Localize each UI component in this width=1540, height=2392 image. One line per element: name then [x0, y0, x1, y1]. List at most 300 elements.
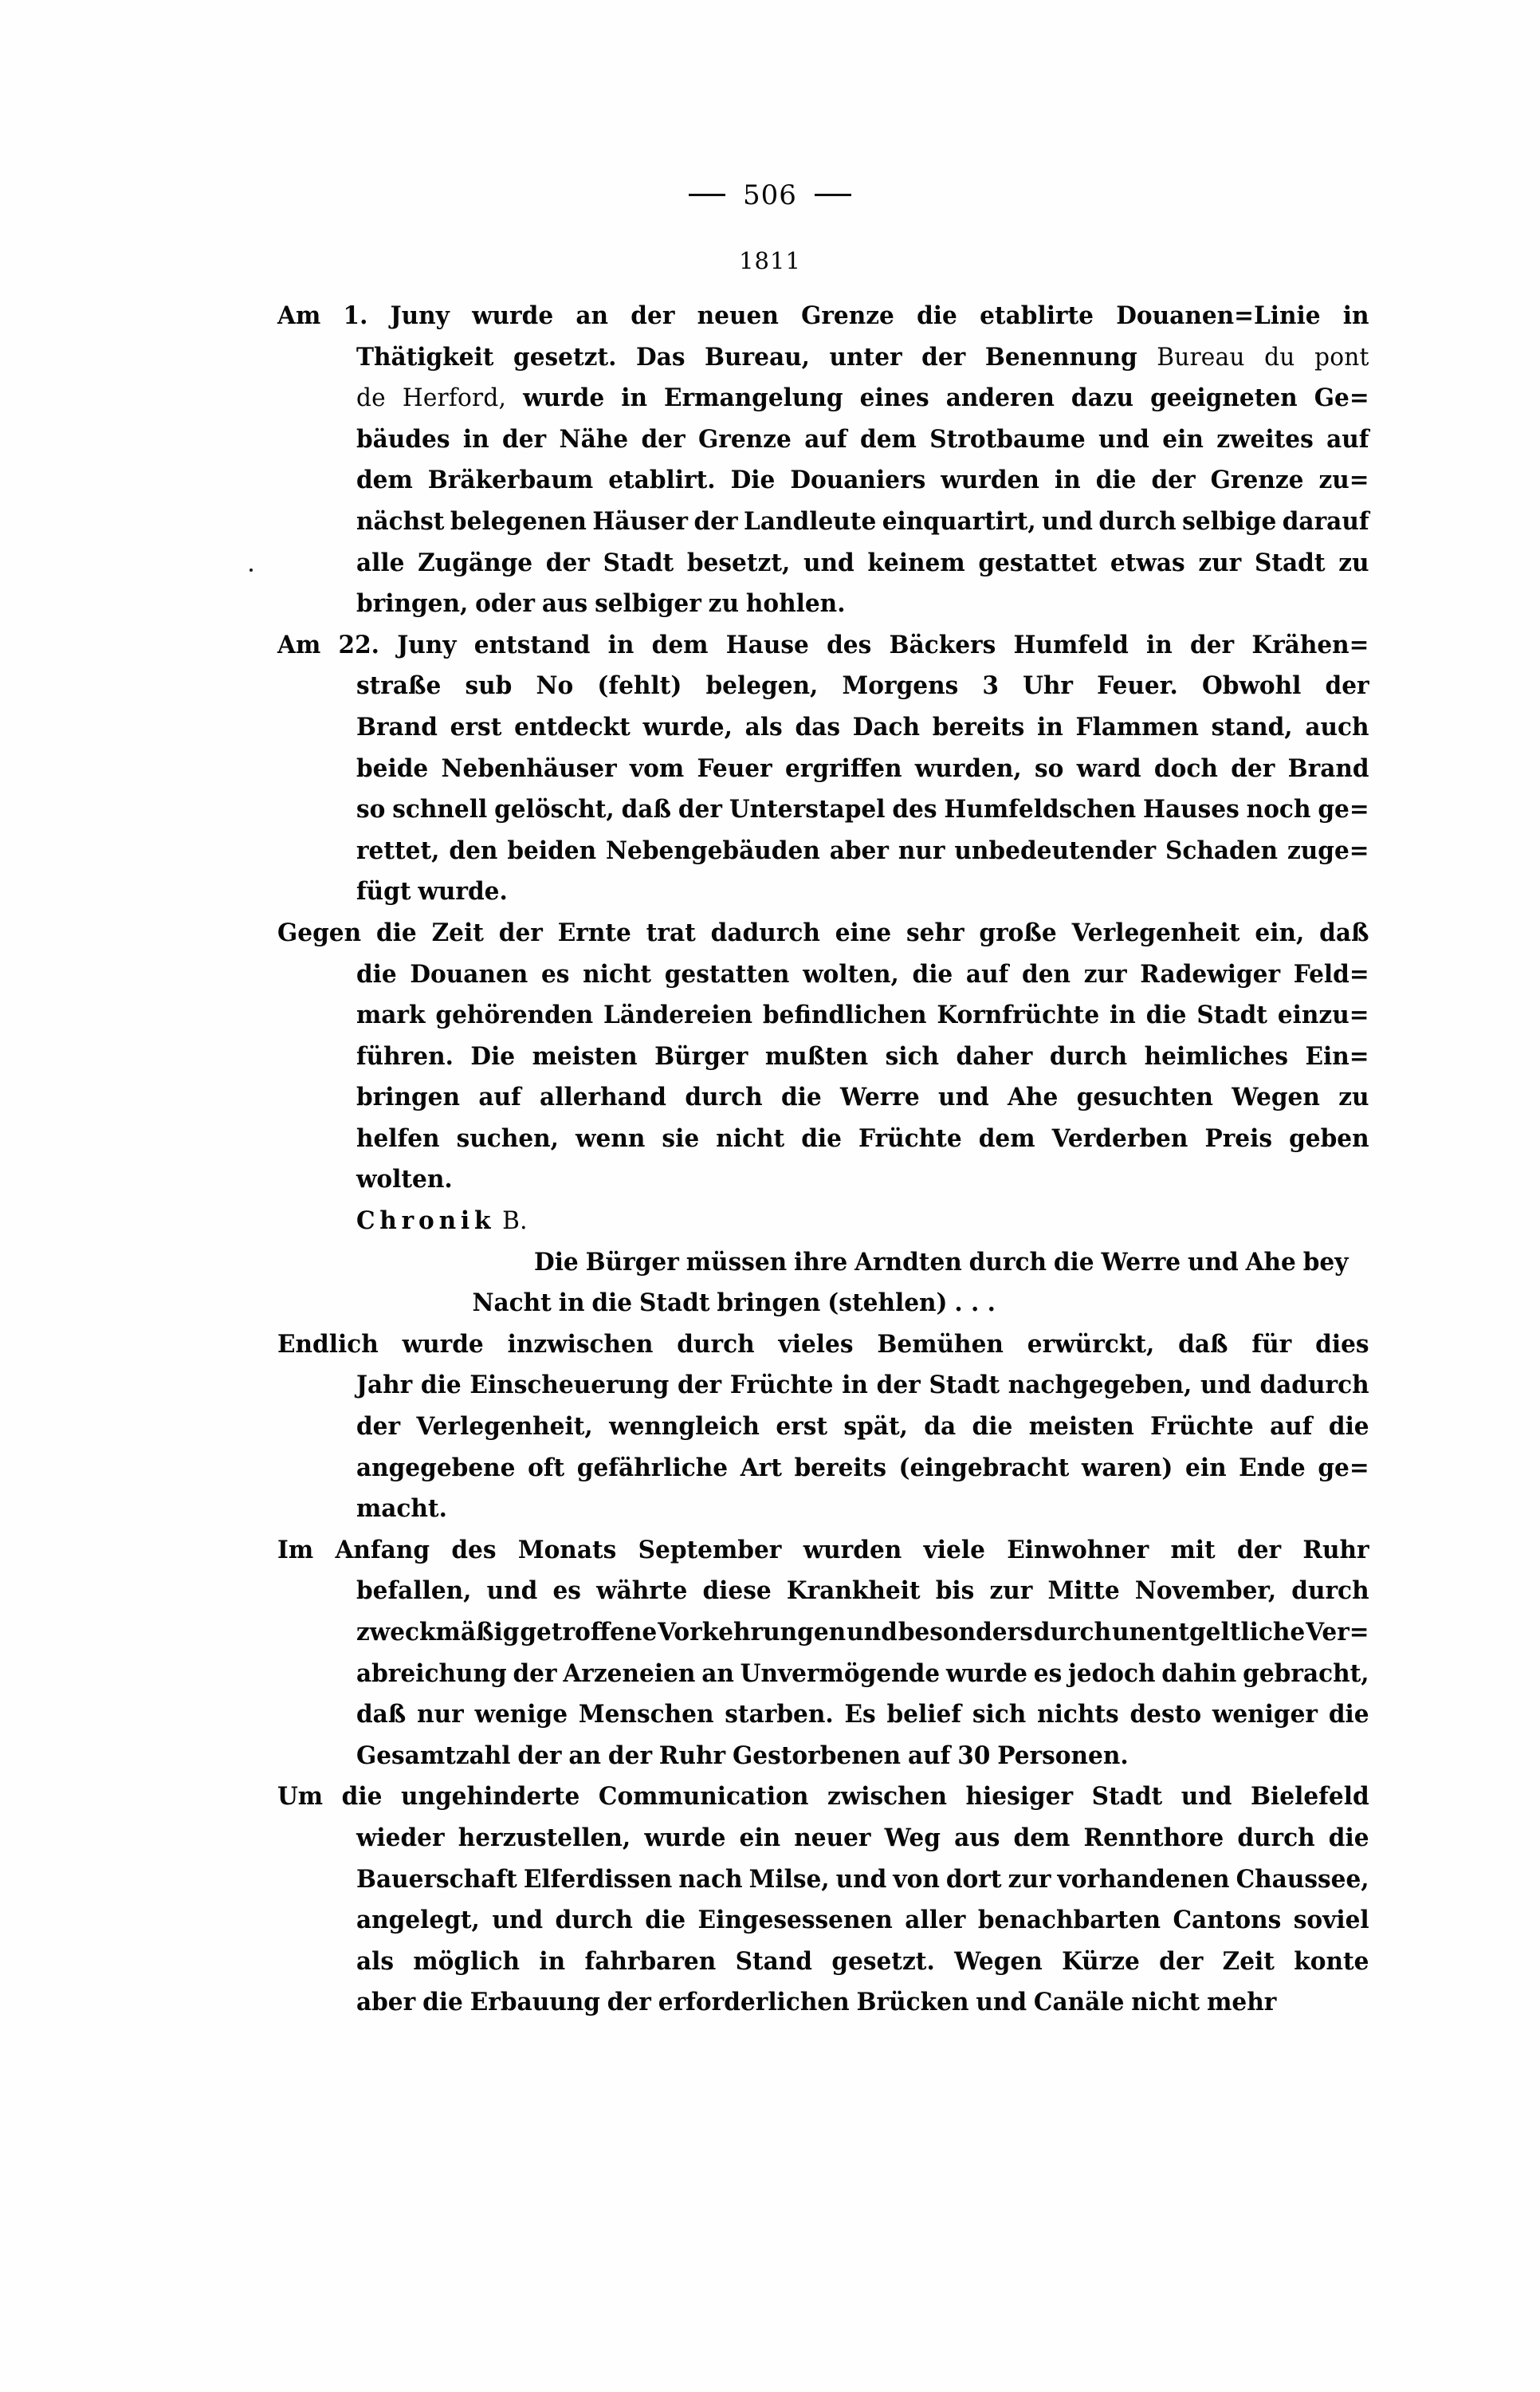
word: durch	[1237, 1823, 1315, 1852]
word: Brücken	[856, 1988, 969, 2017]
word: erst	[776, 1412, 828, 1442]
word: wenn	[576, 1123, 646, 1153]
word: Schaden	[1165, 836, 1279, 865]
text-line	[277, 1576, 1369, 1618]
word: Früchte	[1150, 1412, 1254, 1442]
word: heimliches	[1144, 1041, 1289, 1071]
word: die	[917, 301, 957, 330]
word: ward	[1076, 753, 1141, 783]
word: Bräkerbaum	[427, 466, 594, 495]
word: unbedeutender	[954, 836, 1157, 865]
word: Bemühen	[877, 1329, 1004, 1359]
word: angegebene	[356, 1453, 516, 1482]
word: der	[678, 1371, 722, 1400]
word: mark	[356, 1001, 426, 1030]
word: der	[678, 795, 722, 824]
word: mit	[1170, 1535, 1216, 1564]
word: auf	[1326, 424, 1369, 454]
text-line	[277, 466, 1369, 507]
word: möglich	[413, 1946, 521, 1976]
word: in	[607, 630, 634, 659]
word: und	[1200, 1371, 1251, 1400]
word: viele	[923, 1535, 985, 1564]
word: der	[921, 342, 966, 372]
word: Am	[277, 630, 321, 659]
word: Stadt	[603, 548, 674, 577]
word: Gegen	[277, 918, 362, 947]
text-line	[277, 1988, 1369, 2029]
word: Die	[534, 1247, 579, 1277]
word: zweckmäßig	[356, 1618, 520, 1646]
word: nur	[898, 836, 945, 865]
word: an	[701, 1658, 734, 1688]
page-number: 506	[743, 179, 797, 211]
word: Ahe	[1245, 1247, 1296, 1277]
word: vorhandenen	[1057, 1864, 1230, 1894]
word: die	[1328, 1412, 1369, 1442]
word: angelegt,	[356, 1906, 480, 1935]
word: durch	[1291, 1576, 1369, 1606]
word: daher	[956, 1041, 1033, 1071]
word: Mitte	[1047, 1576, 1120, 1606]
word: September	[638, 1535, 782, 1564]
word: Douaniers	[790, 466, 926, 495]
word: Ver=	[1306, 1618, 1369, 1646]
paragraph	[277, 919, 1403, 1206]
word: etablirt.	[608, 466, 716, 495]
word: 1.	[343, 301, 368, 330]
text-line	[277, 1288, 1369, 1330]
word: getroffene	[520, 1618, 658, 1646]
word: Douanen	[410, 959, 528, 989]
word: (fehlt)	[597, 671, 682, 701]
word: Landleute	[744, 506, 877, 536]
word: durch	[1098, 506, 1177, 536]
word: Es	[844, 1700, 876, 1729]
word: Menschen	[578, 1700, 714, 1729]
word: Canäle	[1033, 1988, 1125, 2017]
word: Jahr	[356, 1371, 413, 1400]
word: herzustellen,	[458, 1823, 631, 1852]
word: weniger	[1212, 1700, 1318, 1729]
word: stand,	[1211, 712, 1293, 742]
word: auch	[1305, 712, 1369, 742]
word: Juny	[390, 301, 450, 330]
word: dem	[356, 466, 413, 495]
word: waren)	[1081, 1453, 1173, 1482]
word: schnell	[392, 795, 488, 824]
word: Kornfrüchte	[937, 1001, 1100, 1030]
word: dem	[860, 424, 917, 454]
word: daß	[621, 795, 671, 824]
word: nicht	[716, 1123, 785, 1153]
word: bringen	[356, 1083, 460, 1112]
word: Stadt	[1254, 548, 1326, 577]
word: selbiger	[595, 589, 701, 619]
word: eines	[859, 384, 929, 413]
text-line	[277, 836, 1369, 878]
paragraph	[277, 1248, 1403, 1330]
word: Monats	[517, 1535, 617, 1564]
text-line	[277, 1124, 1369, 1166]
word: die	[1328, 1700, 1369, 1729]
word: der	[1159, 1946, 1204, 1976]
text-line	[277, 1782, 1369, 1824]
word: Gesamtzahl	[356, 1741, 511, 1770]
word: trat	[646, 918, 696, 947]
word: Das	[636, 342, 686, 372]
word: Gestorbenen	[732, 1741, 902, 1770]
word: sich	[972, 1700, 1027, 1729]
text-line	[277, 1700, 1369, 1741]
word: wolten,	[803, 959, 899, 989]
word: Zeit	[431, 918, 484, 947]
word: ein	[739, 1823, 781, 1852]
word: Die	[730, 466, 776, 495]
text-line	[277, 1001, 1369, 1042]
word: und	[1042, 506, 1093, 536]
word: geeigneten	[1150, 384, 1298, 413]
word: Ahe	[1008, 1083, 1059, 1112]
word: wurden,	[914, 753, 1022, 783]
word: dort	[945, 1864, 1002, 1894]
word: der	[502, 424, 547, 454]
word: zur	[989, 1576, 1033, 1606]
word: der	[1231, 753, 1275, 783]
word: Feuer.	[1097, 671, 1178, 701]
text-line	[277, 631, 1369, 672]
word: straße	[356, 671, 442, 701]
word: und	[492, 1906, 544, 1935]
word: in	[1110, 1001, 1136, 1030]
word: Radewiger	[1140, 959, 1281, 989]
word: und	[1098, 424, 1149, 454]
word: die	[645, 1906, 686, 1935]
word: Nacht	[472, 1288, 552, 1318]
word: oder	[475, 589, 535, 619]
word: der	[631, 301, 675, 330]
word: bereits	[794, 1453, 886, 1482]
word: Hause	[725, 630, 809, 659]
word: und	[976, 1988, 1027, 2017]
word: nur	[417, 1700, 464, 1729]
text-line	[277, 507, 1369, 549]
word: Chaussee,	[1236, 1864, 1369, 1894]
word: wenngleich	[609, 1412, 760, 1442]
word: Bäckers	[889, 630, 996, 659]
word: Unterstapel	[729, 795, 886, 824]
word: beide	[356, 753, 429, 783]
word: bringen	[717, 1288, 821, 1318]
word: Bureau,	[705, 342, 810, 372]
word: und	[1187, 1247, 1239, 1277]
paragraph	[277, 1782, 1403, 2029]
word: es	[552, 1576, 581, 1606]
word: zur	[1198, 548, 1242, 577]
word: wurde.	[418, 877, 508, 907]
word: Häuser	[592, 506, 689, 536]
word: nicht	[1131, 1988, 1200, 2017]
word: an	[576, 301, 609, 330]
word: Bielefeld	[1251, 1782, 1369, 1812]
word: für	[1251, 1329, 1292, 1359]
word: nicht	[583, 959, 652, 989]
word: Stadt	[638, 1288, 710, 1318]
word: nach	[678, 1864, 743, 1894]
word: die	[420, 1371, 462, 1400]
word: rettet,	[356, 836, 440, 865]
text-line	[277, 1824, 1369, 1865]
word: dahin	[1161, 1658, 1237, 1688]
word: . . .	[954, 1288, 996, 1318]
word: von	[893, 1864, 940, 1894]
word: so	[356, 795, 386, 824]
word: Zeit	[1222, 1946, 1275, 1976]
word: Endlich	[277, 1329, 379, 1359]
word: es	[540, 959, 570, 989]
text-line	[277, 1330, 1369, 1371]
word: durch	[555, 1906, 633, 1935]
text-line	[277, 960, 1369, 1001]
word: Communication	[598, 1782, 809, 1812]
word: ein	[1185, 1453, 1227, 1482]
word: Preis	[1204, 1123, 1273, 1153]
word: Eingesessenen	[697, 1906, 893, 1935]
word: in	[462, 424, 489, 454]
word: (stehlen)	[827, 1288, 948, 1318]
word: Grenze	[1210, 466, 1304, 495]
text-line	[277, 1248, 1369, 1289]
word: Die	[470, 1041, 516, 1071]
word: vieles	[778, 1329, 854, 1359]
word: der	[513, 1658, 557, 1688]
word: spät,	[843, 1412, 908, 1442]
word: die	[801, 1123, 842, 1153]
word: Douanen=Linie	[1116, 301, 1321, 330]
word: und	[486, 1576, 538, 1606]
word: und	[938, 1083, 989, 1112]
word: Verlegenheit	[1071, 918, 1240, 947]
word: wurden	[803, 1535, 902, 1564]
word: etwas	[1110, 548, 1185, 577]
word: ge=	[1318, 795, 1369, 824]
word: die	[375, 918, 417, 947]
word: Am	[277, 301, 321, 330]
word: desto	[1129, 1700, 1202, 1729]
word: eine	[835, 918, 892, 947]
word: helfen	[356, 1123, 440, 1153]
text-line	[277, 589, 1369, 631]
word: Feuer	[697, 753, 772, 783]
word: müssen	[686, 1247, 788, 1277]
word: Verderben	[1051, 1123, 1188, 1153]
word: gestattet	[978, 548, 1098, 577]
word: Stand	[735, 1946, 812, 1976]
word: Dach	[852, 712, 921, 742]
word: Einwohner	[1007, 1535, 1149, 1564]
word: die	[356, 959, 397, 989]
word: pont	[1314, 343, 1369, 372]
word: der	[356, 1412, 401, 1442]
word: Ende	[1239, 1453, 1306, 1482]
word: Unvermögende	[740, 1658, 941, 1688]
word: 30	[957, 1741, 991, 1770]
word: wenige	[474, 1700, 568, 1729]
word: wurde	[402, 1329, 484, 1359]
word: etablirte	[980, 301, 1094, 330]
word: einquartirt,	[882, 506, 1036, 536]
word: 22.	[338, 630, 379, 659]
word: mußten	[764, 1041, 869, 1071]
word: belief	[886, 1700, 962, 1729]
word: zur	[1008, 1864, 1051, 1894]
word: sich	[885, 1041, 940, 1071]
word: wolten.	[356, 1165, 453, 1194]
word: belegen,	[705, 671, 819, 701]
word: wurde	[472, 301, 554, 330]
word: aus	[954, 1823, 1000, 1852]
word: Feld=	[1293, 959, 1369, 989]
word: selbige	[1182, 506, 1277, 536]
word: konte	[1294, 1946, 1369, 1976]
text-line	[277, 343, 1369, 384]
word: Früchte	[729, 1371, 834, 1400]
word: aber	[356, 1988, 416, 2017]
body-text	[277, 301, 1403, 2029]
text-line	[277, 754, 1369, 796]
word: in	[1146, 630, 1173, 659]
word: die	[422, 1988, 463, 2017]
word: Chronik	[356, 1206, 496, 1236]
word: diese	[702, 1576, 772, 1606]
paragraph	[277, 1536, 1403, 1783]
word: ein,	[1255, 918, 1305, 947]
word: erst	[450, 712, 502, 742]
word: die	[1053, 1247, 1094, 1277]
word: des	[827, 630, 872, 659]
word: Bureau	[1157, 343, 1245, 372]
text-line	[277, 1906, 1369, 1947]
word: befindlichen	[762, 1001, 927, 1030]
text-line	[277, 919, 1369, 960]
word: neuer	[794, 1823, 871, 1852]
word: so	[1035, 753, 1064, 783]
word: Ruhr	[1302, 1535, 1369, 1564]
word: dadurch	[1259, 1371, 1369, 1400]
text-line	[277, 795, 1369, 836]
paragraph	[277, 301, 1403, 631]
word: aus	[541, 589, 588, 619]
word: es	[1033, 1658, 1063, 1688]
word: Brand	[1287, 753, 1369, 783]
text-line	[277, 1659, 1369, 1701]
word: durch	[1033, 1618, 1112, 1646]
word: Ernte	[557, 918, 631, 947]
word: unter	[829, 342, 902, 372]
word: anderen	[945, 384, 1055, 413]
word: Humfeld	[1013, 630, 1129, 659]
word: dem	[1013, 1823, 1071, 1852]
word: in	[842, 1371, 868, 1400]
word: gesuchten	[1076, 1083, 1213, 1112]
word: benachbarten	[977, 1906, 1161, 1935]
word: Bauerschaft	[356, 1864, 517, 1894]
word: daß	[1178, 1329, 1228, 1359]
word: dem	[651, 630, 709, 659]
word: des	[892, 795, 937, 824]
word: du	[1264, 343, 1295, 372]
text-line	[277, 1371, 1369, 1412]
word: belegenen	[450, 506, 587, 536]
word: Arndten	[854, 1247, 962, 1277]
word: gestatten	[664, 959, 790, 989]
word: sub	[465, 671, 513, 701]
word: Elferdissen	[523, 1864, 673, 1894]
word: bäudes	[356, 424, 450, 454]
word: Werre	[840, 1083, 920, 1112]
word: die	[780, 1083, 822, 1112]
text-line	[277, 1494, 1369, 1536]
text-line	[277, 425, 1369, 466]
word: Um	[277, 1782, 324, 1812]
word: jedoch	[1068, 1658, 1156, 1688]
word: da	[924, 1412, 957, 1442]
word: Benennung	[984, 342, 1137, 372]
word: den	[449, 836, 498, 865]
word: durch	[968, 1247, 1047, 1277]
word: daß	[1319, 918, 1369, 947]
word: Ländereien	[603, 1001, 753, 1030]
word: bringen,	[356, 589, 469, 619]
word: mehr	[1207, 1988, 1277, 2017]
running-head	[0, 179, 1540, 211]
word: der	[1325, 671, 1369, 701]
word: ein	[1162, 424, 1204, 454]
word: neuen	[697, 301, 779, 330]
word: Ge=	[1314, 384, 1369, 413]
word: durch	[685, 1083, 763, 1112]
word: Nähe	[559, 424, 629, 454]
word: bey	[1302, 1247, 1349, 1277]
word: Bürger	[654, 1041, 748, 1071]
word: Einscheuerung	[469, 1371, 670, 1400]
word: zur	[1083, 959, 1127, 989]
word: wurde	[523, 384, 605, 413]
word: zu=	[1318, 466, 1369, 495]
word: Bürger	[585, 1247, 679, 1277]
word: nachgegeben,	[1008, 1371, 1192, 1400]
text-line	[277, 1618, 1369, 1659]
word: zu	[708, 589, 739, 619]
word: allerhand	[540, 1083, 667, 1112]
word: Nebengebäuden	[606, 836, 820, 865]
word: dem	[978, 1123, 1035, 1153]
word: Personen.	[997, 1741, 1129, 1770]
word: Wegen	[954, 1946, 1043, 1976]
word: Verlegenheit,	[416, 1412, 593, 1442]
word: Vorkehrungen	[658, 1618, 847, 1646]
word: die	[341, 1782, 383, 1812]
word: starben.	[725, 1700, 834, 1729]
word: dadurch	[710, 918, 820, 947]
word: führen.	[356, 1041, 454, 1071]
word: Juny	[397, 630, 457, 659]
word: die	[1328, 1823, 1369, 1852]
word: der	[876, 1371, 921, 1400]
word: suchen,	[456, 1123, 559, 1153]
word: in	[621, 384, 647, 413]
word: gefährliche	[576, 1453, 729, 1482]
